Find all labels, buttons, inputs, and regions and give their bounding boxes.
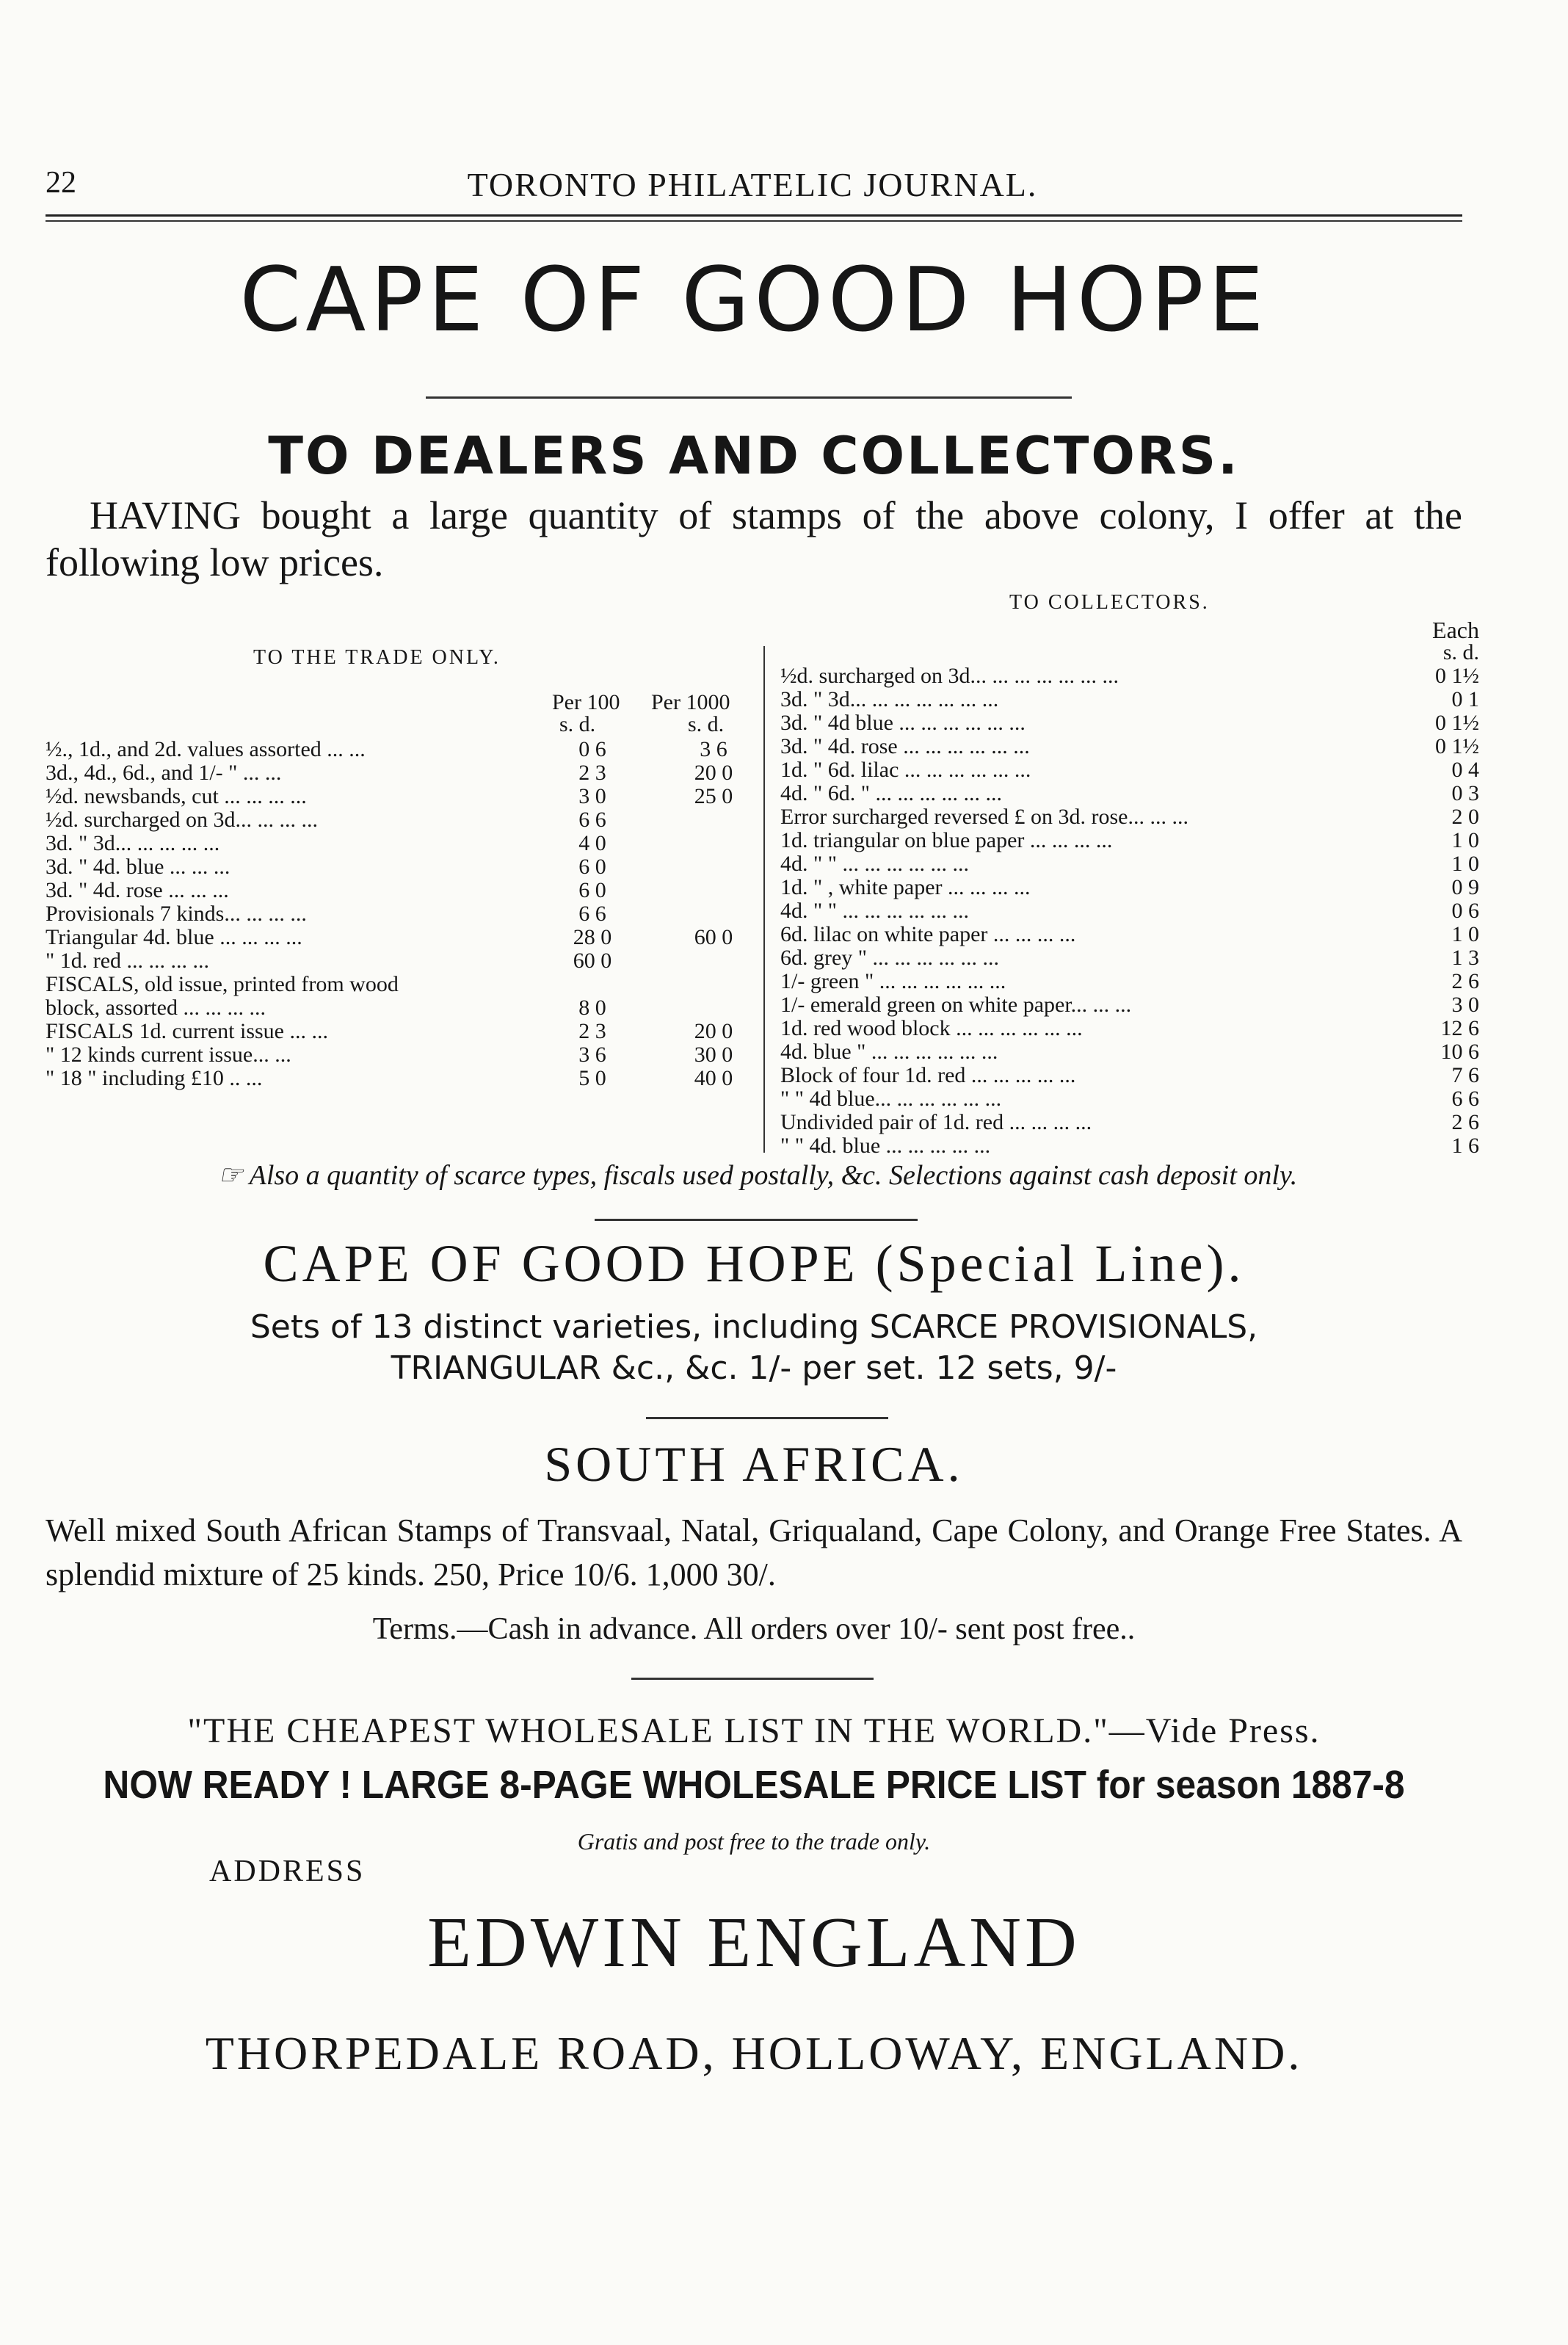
trade-item-label: block, assorted ... ... ... ... (46, 996, 266, 1020)
trade-item-label: ½d. newsbands, cut ... ... ... ... (46, 784, 307, 808)
trade-item-label: " 18 " including £10 .. ... (46, 1066, 263, 1090)
trade-item-label: ½., 1d., and 2d. values assorted ... ... (46, 737, 366, 761)
collectors-item-price: 0 1½ (1435, 664, 1479, 688)
collectors-item-price: 10 6 (1440, 1040, 1479, 1064)
collectors-item-label: 1/- emerald green on white paper... ... ... (780, 993, 1132, 1017)
trade-col2-header: Per 1000 (651, 690, 730, 714)
collectors-row (774, 664, 1479, 687)
collectors-row (774, 969, 1479, 993)
collectors-item-label: 6d. grey " ... ... ... ... ... ... (780, 946, 1000, 970)
trade-price-100: 6 6 (578, 808, 606, 832)
page-number: 22 (46, 166, 76, 200)
collectors-item-label: 6d. lilac on white paper ... ... ... ... (780, 922, 1076, 946)
intro-text: HAVING bought a large quantity of stamps of the above colony, I offer at the following low prices. (46, 493, 1462, 584)
trade-price-100: 2 3 (578, 1019, 606, 1043)
trade-price-100: 6 0 (578, 878, 606, 902)
collectors-row (774, 1063, 1479, 1087)
trade-row (46, 925, 758, 949)
trade-price-100: 6 0 (578, 855, 606, 879)
collectors-item-label: Error surcharged reversed £ on 3d. rose... ... ... (780, 805, 1188, 829)
trade-row (46, 1019, 758, 1043)
special-line-text (46, 1307, 1462, 1389)
trade-price-1000: 30 0 (694, 1043, 733, 1067)
collectors-item-price: 0 1½ (1435, 734, 1479, 758)
collectors-item-label: 3d. " 3d... ... ... ... ... ... ... (780, 687, 999, 711)
trade-item-label: FISCALS 1d. current issue ... ... (46, 1019, 328, 1043)
trade-price-100: 3 6 (578, 1043, 606, 1067)
header-rule-thin (46, 220, 1462, 222)
main-title: CAPE OF GOOD HOPE (239, 250, 1268, 352)
trade-price-1000: 60 0 (694, 925, 733, 949)
trade-price-1000: 25 0 (694, 784, 733, 808)
collectors-row (774, 875, 1479, 899)
trade-price-1000: 20 0 (694, 761, 733, 785)
collectors-row (774, 1134, 1479, 1157)
trade-price-1000: 20 0 (694, 1019, 733, 1043)
cheapest-slogan: "THE CHEAPEST WHOLESALE LIST IN THE WORLD."—Vide Press. (187, 1711, 1321, 1750)
south-africa-text: Well mixed South African Stamps of Transvaal, Natal, Griqualand, Cape Colony, and Orange Free States. A splendid mixture of 25 kinds. 250, Price 10/6. 1,000 30/. (46, 1512, 1462, 1592)
trade-item-label: ½d. surcharged on 3d... ... ... ... (46, 808, 319, 832)
collectors-item-price: 1 6 (1451, 1134, 1479, 1158)
trade-price-1000: 3 6 (700, 737, 727, 761)
south-africa-title: SOUTH AFRICA. (544, 1436, 964, 1492)
trade-price-100: 3 0 (578, 784, 606, 808)
special-line-2: TRIANGULAR &c., &c. 1/- per set. 12 sets, 9/- (391, 1349, 1117, 1387)
collectors-row (774, 922, 1479, 946)
collectors-item-price: 0 4 (1451, 758, 1479, 782)
collectors-row (774, 687, 1479, 711)
trade-price-100: 5 0 (578, 1066, 606, 1090)
collectors-item-price: 0 1 (1451, 687, 1479, 711)
collectors-row (774, 734, 1479, 758)
collectors-item-price: 7 6 (1451, 1063, 1479, 1087)
collectors-row (774, 1087, 1479, 1110)
collectors-item-label: 4d. " " ... ... ... ... ... ... (780, 852, 969, 876)
table-divider (763, 646, 765, 1153)
trade-price-100: 60 0 (573, 949, 612, 973)
divider-2 (595, 1219, 918, 1221)
collectors-item-price: 0 9 (1451, 875, 1479, 899)
title-divider (426, 396, 1072, 399)
collectors-item-label: 3d. " 4d blue ... ... ... ... ... ... (780, 711, 1026, 735)
collectors-row (774, 852, 1479, 875)
trade-title: TO THE TRADE ONLY. (253, 646, 501, 669)
trade-row (46, 902, 758, 925)
collectors-item-price: 2 6 (1451, 969, 1479, 993)
trade-row (46, 761, 758, 784)
collectors-item-label: 4d. " " ... ... ... ... ... ... (780, 899, 969, 923)
collectors-item-price: 3 0 (1451, 993, 1479, 1017)
trade-row (46, 808, 758, 831)
trade-price-100: 6 6 (578, 902, 606, 926)
collectors-each: Each (1432, 617, 1479, 643)
special-line-1: Sets of 13 distinct varieties, including SCARCE PROVISIONALS, (250, 1308, 1258, 1346)
collectors-item-label: 3d. " 4d. rose ... ... ... ... ... ... (780, 734, 1030, 758)
collectors-item-label: " " 4d blue... ... ... ... ... ... (780, 1087, 1002, 1111)
trade-item-label: Triangular 4d. blue ... ... ... ... (46, 925, 302, 949)
collectors-row (774, 899, 1479, 922)
trade-sd2: s. d. (688, 712, 725, 736)
collectors-item-label: " " 4d. blue ... ... ... ... ... (780, 1134, 991, 1158)
collectors-item-label: 4d. " 6d. " ... ... ... ... ... ... (780, 781, 1002, 805)
collectors-item-price: 12 6 (1440, 1016, 1479, 1040)
collectors-item-price: 6 6 (1451, 1087, 1479, 1111)
collectors-item-price: 2 6 (1451, 1110, 1479, 1134)
collectors-row (774, 805, 1479, 828)
gratis-note: Gratis and post free to the trade only. (577, 1828, 931, 1855)
trade-price-100: 4 0 (578, 831, 606, 855)
advertiser-name: EDWIN ENGLAND (427, 1903, 1081, 1982)
subtitle: TO DEALERS AND COLLECTORS. (268, 426, 1240, 486)
address-label: ADDRESS (209, 1855, 366, 1888)
collectors-row (774, 993, 1479, 1016)
trade-item-label: FISCALS, old issue, printed from wood (46, 972, 399, 996)
special-line-title: CAPE OF GOOD HOPE (Special Line). (263, 1234, 1245, 1293)
collectors-item-price: 0 3 (1451, 781, 1479, 805)
collectors-item-label: Undivided pair of 1d. red ... ... ... ... (780, 1110, 1092, 1134)
collectors-row (774, 828, 1479, 852)
scarce-note: ☞ Also a quantity of scarce types, fiscals used postally, &c. Selections against cash deposit only. (217, 1160, 1298, 1191)
trade-item-label: 3d. " 4d. blue ... ... ... (46, 855, 231, 879)
trade-price-100: 0 6 (578, 737, 606, 761)
divider-3 (646, 1417, 888, 1419)
trade-item-label: " 1d. red ... ... ... ... (46, 949, 210, 973)
trade-price-100: 2 3 (578, 761, 606, 785)
trade-row (46, 737, 758, 761)
trade-item-label: 3d. " 4d. rose ... ... ... (46, 878, 229, 902)
collectors-row (774, 1016, 1479, 1040)
collectors-sd: s. d. (1442, 640, 1479, 664)
trade-item-label: 3d., 4d., 6d., and 1/- " ... ... (46, 761, 282, 785)
collectors-title: TO COLLECTORS. (1009, 591, 1210, 614)
trade-col1-header: Per 100 (552, 690, 620, 714)
trade-item-label: Provisionals 7 kinds... ... ... ... (46, 902, 307, 926)
trade-price-1000: 40 0 (694, 1066, 733, 1090)
collectors-item-label: 1d. " 6d. lilac ... ... ... ... ... ... (780, 758, 1031, 782)
collectors-row (774, 1110, 1479, 1134)
header-rule (46, 214, 1462, 217)
trade-sd1: s. d. (559, 712, 596, 736)
collectors-row (774, 946, 1479, 969)
collectors-row (774, 781, 1479, 805)
collectors-item-price: 1 0 (1451, 922, 1479, 946)
collectors-item-price: 1 0 (1451, 828, 1479, 852)
page-header (46, 165, 1459, 209)
terms-text: Terms.—Cash in advance. All orders over 10/- sent post free.. (372, 1612, 1136, 1646)
collectors-item-price: 0 6 (1451, 899, 1479, 923)
collectors-item-label: 4d. blue " ... ... ... ... ... ... (780, 1040, 998, 1064)
now-ready-banner: NOW READY ! LARGE 8-PAGE WHOLESALE PRICE LIST for season 1887-8 (103, 1763, 1405, 1807)
trade-row (46, 784, 758, 808)
collectors-row (774, 711, 1479, 734)
collectors-item-price: 1 3 (1451, 946, 1479, 970)
trade-row (46, 1043, 758, 1066)
trade-item-label: " 12 kinds current issue... ... (46, 1043, 291, 1067)
collectors-item-label: 1d. " , white paper ... ... ... ... (780, 875, 1031, 899)
collectors-item-label: 1d. red wood block ... ... ... ... ... ... (780, 1016, 1083, 1040)
collectors-item-label: 1/- green " ... ... ... ... ... ... (780, 969, 1006, 993)
divider-4 (631, 1678, 874, 1680)
trade-row (46, 1066, 758, 1090)
collectors-item-price: 0 1½ (1435, 711, 1479, 735)
collectors-item-price: 1 0 (1451, 852, 1479, 876)
trade-price-100: 8 0 (578, 996, 606, 1020)
collectors-item-price: 2 0 (1451, 805, 1479, 829)
journal-title: TORONTO PHILATELIC JOURNAL. (467, 166, 1038, 203)
collectors-row (774, 758, 1479, 781)
advertiser-address: THORPEDALE ROAD, HOLLOWAY, ENGLAND. (205, 2027, 1303, 2079)
trade-row (46, 831, 758, 855)
trade-row (46, 949, 758, 972)
trade-row (46, 855, 758, 878)
trade-price-100: 28 0 (573, 925, 612, 949)
collectors-item-label: ½d. surcharged on 3d... ... ... ... ... ... ... (780, 664, 1119, 688)
trade-row (46, 878, 758, 902)
trade-row (46, 996, 758, 1019)
trade-item-label: 3d. " 3d... ... ... ... ... (46, 831, 220, 855)
collectors-row (774, 1040, 1479, 1063)
trade-row (46, 972, 758, 996)
collectors-item-label: Block of four 1d. red ... ... ... ... ... (780, 1063, 1076, 1087)
collectors-item-label: 1d. triangular on blue paper ... ... ... ... (780, 828, 1113, 852)
